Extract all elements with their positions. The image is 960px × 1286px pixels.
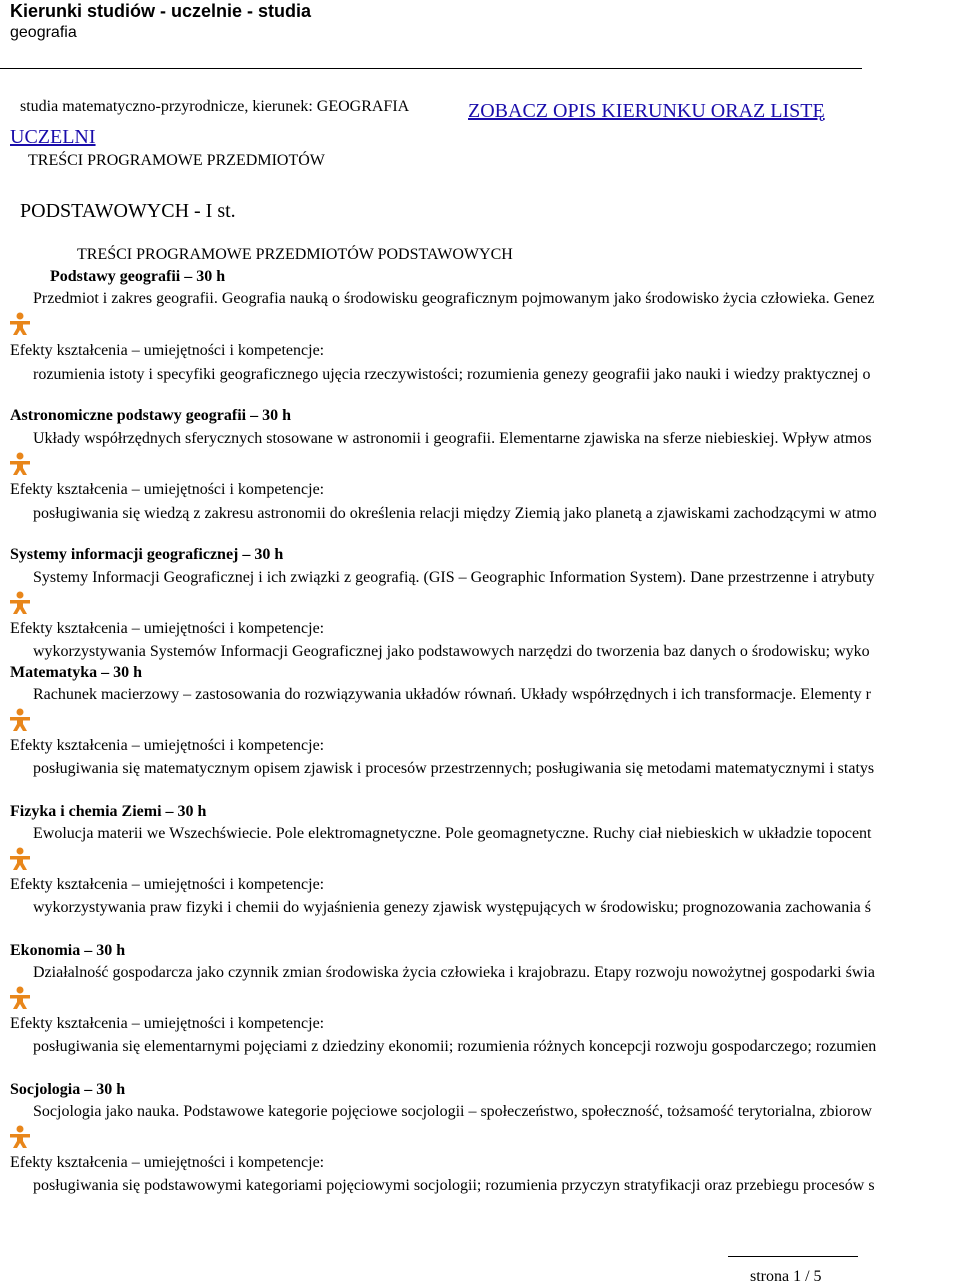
orange-figure-icon [8, 312, 32, 336]
efekty-label: Efekty kształcenia – umiejętności i kompetencje: [10, 342, 325, 359]
orange-figure-icon [8, 986, 32, 1010]
orange-figure-icon [8, 708, 32, 732]
efekty-label: Efekty kształcenia – umiejętności i kompetencje: [10, 1154, 325, 1171]
efekty-label: Efekty kształcenia – umiejętności i kompetencje: [10, 1015, 325, 1032]
subject-skills: posługiwania się matematycznym opisem zjawisk i procesów przestrzennych; posługiwania się metodami matematycznymi i statys [33, 760, 875, 777]
subject-skills: wykorzystywania praw fizyki i chemii do wyjaśnienia genezy zjawisk występujących w środowisku; prognozowania zachowania ś [33, 899, 871, 916]
course-description-link-continued[interactable]: UCZELNI [10, 126, 96, 148]
subject-description: Rachunek macierzowy – zastosowania do rozwiązywania układów równań. Układy współrzędnych i ich transformacje. Elementy r [33, 686, 871, 703]
intro-text: studia matematyczno-przyrodnicze, kierunek: GEOGRAFIA [20, 98, 410, 115]
section-heading-line2: PODSTAWOWYCH - I st. [20, 200, 236, 222]
subject-title: Systemy informacji geograficznej – 30 h [10, 546, 284, 563]
subject-skills: posługiwania się podstawowymi kategoriami pojęciowymi socjologii; rozumienia przyczyn stratyfikacji oraz przebiegu procesów s [33, 1177, 875, 1194]
subject-title: Ekonomia – 30 h [10, 942, 126, 959]
subject-description: Socjologia jako nauka. Podstawowe kategorie pojęciowe socjologii – społeczeństwo, społeczność, tożsamość terytorialna, zbiorow [33, 1103, 872, 1120]
subject-title: Astronomiczne podstawy geografii – 30 h [10, 407, 292, 424]
subject-skills: wykorzystywania Systemów Informacji Geograficznej jako podstawowych narzędzi do tworzenia baz danych o środowisku; wyko [33, 643, 870, 660]
subject-skills: posługiwania się wiedzą z zakresu astronomii do określenia relacji między Ziemią jako planetą a zjawiskami zachodzącymi w atmo [33, 505, 877, 522]
subject-description: Ewolucja materii we Wszechświecie. Pole elektromagnetyczne. Pole geomagnetyczne. Ruchy ciał niebieskich w układzie topocent [33, 825, 872, 842]
subject-title: Matematyka – 30 h [10, 664, 142, 681]
subject-description: Działalność gospodarcza jako czynnik zmian środowiska życia człowieka i krajobrazu. Etapy rozwoju nowożytnej gospodarki świa [33, 964, 875, 981]
orange-figure-icon [8, 591, 32, 615]
course-description-link[interactable]: ZOBACZ OPIS KIERUNKU ORAZ LISTĘ [468, 100, 825, 122]
page-subtitle: geografia [10, 24, 77, 41]
efekty-label: Efekty kształcenia – umiejętności i kompetencje: [10, 481, 325, 498]
efekty-label: Efekty kształcenia – umiejętności i kompetencje: [10, 737, 325, 754]
orange-figure-icon [8, 847, 32, 871]
subject-title: Podstawy geografii – 30 h [50, 268, 226, 285]
efekty-label: Efekty kształcenia – umiejętności i kompetencje: [10, 876, 325, 893]
orange-figure-icon [8, 1125, 32, 1149]
subject-description: Układy współrzędnych sferycznych stosowane w astronomii i geografii. Elementarne zjawiska na sferze niebieskiej. Wpływ atmos [33, 430, 872, 447]
subject-description: Systemy Informacji Geograficznej i ich związki z geografią. (GIS – Geographic Information System). Dane przestrzenne i atrybuty [33, 569, 875, 586]
section-heading-main: TREŚCI PROGRAMOWE PRZEDMIOTÓW PODSTAWOWYCH [77, 246, 513, 263]
subject-skills: rozumienia istoty i specyfiki geograficznego ujęcia rzeczywistości; rozumienia genezy geografii jako nauki i wiedzy praktycznej o [33, 366, 871, 383]
subject-title: Socjologia – 30 h [10, 1081, 126, 1098]
subject-title: Fizyka i chemia Ziemi – 30 h [10, 803, 207, 820]
page-title: Kierunki studiów - uczelnie - studia [10, 1, 312, 21]
header-divider [0, 68, 862, 69]
efekty-label: Efekty kształcenia – umiejętności i kompetencje: [10, 620, 325, 637]
page-number: strona 1 / 5 [750, 1268, 822, 1285]
section-heading-line1: TREŚCI PROGRAMOWE PRZEDMIOTÓW [28, 152, 325, 169]
subject-skills: posługiwania się elementarnymi pojęciami z dziedziny ekonomii; rozumienia różnych koncepcji rozwoju gospodarczego; rozumien [33, 1038, 877, 1055]
subject-description: Przedmiot i zakres geografii. Geografia nauką o środowisku geograficznym pojmowanym jako środowisko życia człowieka. Genez [33, 290, 875, 307]
footer-divider [728, 1256, 858, 1257]
orange-figure-icon [8, 452, 32, 476]
